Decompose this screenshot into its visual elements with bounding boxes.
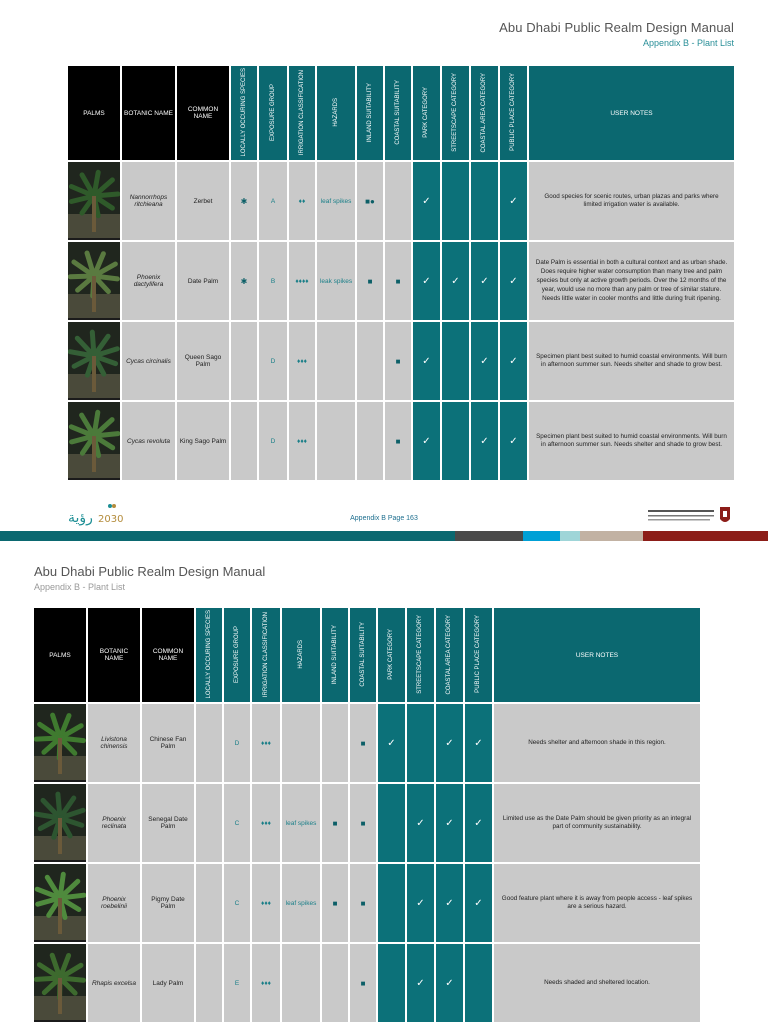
exposure-group-cell: B bbox=[259, 242, 287, 320]
hazards-cell: leaf spikes bbox=[317, 162, 355, 240]
col-header-exposure-bottom: EXPOSURE GROUP bbox=[233, 625, 240, 683]
coastal-suitability-cell bbox=[385, 162, 411, 240]
table-header-row bbox=[68, 66, 734, 160]
col-header-coastal-area-bottom: COASTAL AREA CATEGORY bbox=[446, 614, 453, 694]
streetscape-category-cell: ✓ bbox=[407, 864, 434, 942]
coastal-area-category-cell: ✓ bbox=[436, 704, 463, 782]
locally-occurring-cell bbox=[231, 322, 257, 400]
locally-occurring-cell: ✱ bbox=[231, 162, 257, 240]
coastal-area-category-cell: ✓ bbox=[471, 402, 498, 480]
streetscape-category-cell: ✓ bbox=[407, 944, 434, 1022]
botanic-name: Livistona chinensis bbox=[88, 704, 140, 782]
table-row bbox=[34, 864, 700, 942]
common-name: Zerbet bbox=[177, 162, 229, 240]
inland-suitability-cell: ■ bbox=[357, 242, 383, 320]
public-place-category-cell: ✓ bbox=[500, 402, 527, 480]
hazards-cell: leaf spikes bbox=[282, 864, 320, 942]
page-header-top bbox=[499, 20, 734, 48]
irrigation-cell: ♦♦♦ bbox=[252, 944, 280, 1022]
coastal-suitability-cell: ■ bbox=[385, 402, 411, 480]
coastal-suitability-cell: ■ bbox=[385, 322, 411, 400]
col-header-park-bottom: PARK CATEGORY bbox=[388, 628, 395, 680]
exposure-group-cell: D bbox=[259, 322, 287, 400]
plant-photo bbox=[34, 704, 86, 782]
col-header-local: LOCALLY OCCURING SPECIES bbox=[240, 68, 247, 157]
user-notes-cell: Good feature plant where it is away from people access - leaf spikes are a serious hazard. bbox=[494, 864, 700, 942]
footer-bar-6 bbox=[643, 531, 768, 541]
col-header-public-place: PUBLIC PLACE CATEGORY bbox=[510, 73, 517, 152]
manual-title-bottom: Abu Dhabi Public Realm Design Manual bbox=[34, 564, 266, 579]
plant-photo bbox=[34, 784, 86, 862]
hazards-cell bbox=[282, 704, 320, 782]
col-header-botanic: BOTANIC NAME bbox=[122, 66, 175, 160]
col-header-coastal-bottom: COASTAL SUITABILITY bbox=[359, 621, 366, 687]
irrigation-cell: ♦♦♦ bbox=[252, 784, 280, 862]
common-name: Lady Palm bbox=[142, 944, 194, 1022]
inland-suitability-cell bbox=[357, 402, 383, 480]
table-row bbox=[34, 944, 700, 1022]
botanic-name: Cycas revoluta bbox=[122, 402, 175, 480]
col-header-inland-bottom: INLAND SUITABILITY bbox=[331, 624, 338, 684]
hazards-cell bbox=[317, 322, 355, 400]
streetscape-category-cell bbox=[407, 704, 434, 782]
footer-bar-2 bbox=[455, 531, 523, 541]
plant-table-top bbox=[66, 64, 736, 482]
plant-photo bbox=[68, 322, 120, 400]
public-place-category-cell: ✓ bbox=[465, 864, 492, 942]
user-notes-cell: Good species for scenic routes, urban plazas and parks where limited irrigation water is available. bbox=[529, 162, 734, 240]
user-notes-cell: Needs shaded and sheltered location. bbox=[494, 944, 700, 1022]
table-row bbox=[68, 402, 734, 480]
page-footer bbox=[0, 500, 768, 544]
public-place-category-cell: ✓ bbox=[465, 704, 492, 782]
park-category-cell: ✓ bbox=[413, 162, 440, 240]
coastal-area-category-cell: ✓ bbox=[436, 784, 463, 862]
col-header-local-bottom: LOCALLY OCCURING SPECIES bbox=[205, 610, 212, 699]
plant-photo bbox=[68, 242, 120, 320]
footer-bar-3 bbox=[523, 531, 560, 541]
locally-occurring-cell bbox=[196, 704, 222, 782]
streetscape-category-cell bbox=[442, 322, 469, 400]
streetscape-category-cell: ✓ bbox=[407, 784, 434, 862]
irrigation-cell: ♦♦♦ bbox=[289, 402, 315, 480]
coastal-suitability-cell: ■ bbox=[385, 242, 411, 320]
table-row bbox=[34, 784, 700, 862]
botanic-name: Cycas circinalis bbox=[122, 322, 175, 400]
col-header-inland: INLAND SUITABILITY bbox=[366, 82, 373, 142]
park-category-cell bbox=[378, 944, 405, 1022]
coastal-area-category-cell: ✓ bbox=[471, 322, 498, 400]
col-header-common-bottom: COMMON NAME bbox=[142, 608, 194, 702]
exposure-group-cell: C bbox=[224, 784, 250, 862]
public-place-category-cell: ✓ bbox=[500, 162, 527, 240]
park-category-cell bbox=[378, 784, 405, 862]
user-notes-cell: Specimen plant best suited to humid coastal environments. Will burn in afternoon summer sun. Needs shelter and shade to grow best. bbox=[529, 322, 734, 400]
user-notes-cell: Specimen plant best suited to humid coastal environments. Will burn in afternoon summer sun. Needs shelter and shade to grow best. bbox=[529, 402, 734, 480]
page-number: Appendix B Page 163 bbox=[350, 515, 418, 522]
exposure-group-cell: A bbox=[259, 162, 287, 240]
plant-photo bbox=[34, 944, 86, 1022]
user-notes-cell: Date Palm is essential in both a cultural context and as urban shade. Does require higher water consumption than many tree and palm species but only at active growth periods. Over the 12 months of the year, would use no more than any palm or tree of similar stature. Needs little water in cooler months and little during fruit ripening. bbox=[529, 242, 734, 320]
table-row bbox=[68, 242, 734, 320]
inland-suitability-cell: ■● bbox=[357, 162, 383, 240]
upc-logo bbox=[644, 504, 734, 528]
common-name: King Sago Palm bbox=[177, 402, 229, 480]
public-place-category-cell: ✓ bbox=[500, 242, 527, 320]
table-row bbox=[34, 704, 700, 782]
col-header-streetscape: STREETSCAPE CATEGORY bbox=[452, 72, 459, 152]
hazards-cell bbox=[282, 944, 320, 1022]
col-header-common: COMMON NAME bbox=[177, 66, 229, 160]
common-name: Senegal Date Palm bbox=[142, 784, 194, 862]
footer-bar-5 bbox=[580, 531, 643, 541]
table-header-row-bottom bbox=[34, 608, 700, 702]
locally-occurring-cell bbox=[196, 944, 222, 1022]
hazards-cell: leaf spikes bbox=[282, 784, 320, 862]
plant-photo bbox=[34, 864, 86, 942]
coastal-area-category-cell: ✓ bbox=[471, 242, 498, 320]
exposure-group-cell: D bbox=[224, 704, 250, 782]
coastal-suitability-cell: ■ bbox=[350, 704, 376, 782]
streetscape-category-cell bbox=[442, 162, 469, 240]
table-row bbox=[68, 322, 734, 400]
coastal-suitability-cell: ■ bbox=[350, 784, 376, 862]
locally-occurring-cell bbox=[196, 784, 222, 862]
botanic-name: Phoenix dactylifera bbox=[122, 242, 175, 320]
park-category-cell: ✓ bbox=[413, 402, 440, 480]
common-name: Queen Sago Palm bbox=[177, 322, 229, 400]
inland-suitability-cell bbox=[357, 322, 383, 400]
irrigation-cell: ♦♦♦ bbox=[252, 704, 280, 782]
user-notes-cell: Needs shelter and afternoon shade in this region. bbox=[494, 704, 700, 782]
col-header-park: PARK CATEGORY bbox=[423, 86, 430, 138]
col-header-palms: PALMS bbox=[68, 66, 120, 160]
common-name: Chinese Fan Palm bbox=[142, 704, 194, 782]
irrigation-cell: ♦♦♦ bbox=[289, 322, 315, 400]
botanic-name: Rhapis excelsa bbox=[88, 944, 140, 1022]
col-header-palms-bottom: PALMS bbox=[34, 608, 86, 702]
irrigation-cell: ♦♦♦ bbox=[252, 864, 280, 942]
plant-photo bbox=[68, 162, 120, 240]
public-place-category-cell: ✓ bbox=[500, 322, 527, 400]
park-category-cell bbox=[378, 864, 405, 942]
coastal-area-category-cell: ✓ bbox=[436, 944, 463, 1022]
coastal-suitability-cell: ■ bbox=[350, 944, 376, 1022]
hazards-cell bbox=[317, 402, 355, 480]
col-header-irrigation: IRRIGATION CLASSIFICATION bbox=[298, 69, 305, 155]
common-name: Pigmy Date Palm bbox=[142, 864, 194, 942]
col-header-public-place-bottom: PUBLIC PLACE CATEGORY bbox=[475, 615, 482, 694]
inland-suitability-cell: ■ bbox=[322, 864, 348, 942]
plant-table-bottom bbox=[32, 606, 702, 1024]
user-notes-cell: Limited use as the Date Palm should be given priority as an integral part of community sustainability. bbox=[494, 784, 700, 862]
svg-text:2030: 2030 bbox=[98, 514, 124, 525]
manual-subtitle: Appendix B - Plant List bbox=[642, 38, 734, 48]
col-header-exposure: EXPOSURE GROUP bbox=[269, 83, 276, 141]
col-header-streetscape-bottom: STREETSCAPE CATEGORY bbox=[417, 614, 424, 694]
col-header-coastal: COASTAL SUITABILITY bbox=[394, 79, 401, 145]
plant-photo bbox=[68, 402, 120, 480]
coastal-suitability-cell: ■ bbox=[350, 864, 376, 942]
botanic-name: Nannorrhops ritchieana bbox=[122, 162, 175, 240]
streetscape-category-cell bbox=[442, 402, 469, 480]
col-header-hazards-bottom: HAZARDS bbox=[297, 639, 304, 669]
locally-occurring-cell bbox=[196, 864, 222, 942]
col-header-irrigation-bottom: IRRIGATION CLASSIFICATION bbox=[262, 611, 269, 697]
botanic-name: Phoenix roebelinii bbox=[88, 864, 140, 942]
common-name: Date Palm bbox=[177, 242, 229, 320]
col-header-notes: USER NOTES bbox=[529, 66, 734, 160]
table-row bbox=[68, 162, 734, 240]
inland-suitability-cell bbox=[322, 944, 348, 1022]
exposure-group-cell: E bbox=[224, 944, 250, 1022]
footer-bar-4 bbox=[560, 531, 580, 541]
park-category-cell: ✓ bbox=[413, 242, 440, 320]
manual-title: Abu Dhabi Public Realm Design Manual bbox=[499, 20, 734, 35]
col-header-coastal-area: COASTAL AREA CATEGORY bbox=[481, 72, 488, 152]
exposure-group-cell: C bbox=[224, 864, 250, 942]
col-header-notes-bottom: USER NOTES bbox=[494, 608, 700, 702]
col-header-hazards: HAZARDS bbox=[332, 97, 339, 127]
exposure-group-cell: D bbox=[259, 402, 287, 480]
footer-bar-1 bbox=[0, 531, 455, 541]
svg-text:رؤية: رؤية bbox=[68, 510, 93, 526]
col-header-botanic-bottom: BOTANIC NAME bbox=[88, 608, 140, 702]
locally-occurring-cell: ✱ bbox=[231, 242, 257, 320]
manual-subtitle-bottom: Appendix B - Plant List bbox=[34, 582, 126, 592]
hazards-cell: leak spikes bbox=[317, 242, 355, 320]
page-header-bottom bbox=[34, 564, 265, 592]
coastal-area-category-cell: ✓ bbox=[436, 864, 463, 942]
coastal-area-category-cell bbox=[471, 162, 498, 240]
inland-suitability-cell: ■ bbox=[322, 784, 348, 862]
irrigation-cell: ♦♦♦♦ bbox=[289, 242, 315, 320]
inland-suitability-cell bbox=[322, 704, 348, 782]
irrigation-cell: ♦♦ bbox=[289, 162, 315, 240]
locally-occurring-cell bbox=[231, 402, 257, 480]
park-category-cell: ✓ bbox=[378, 704, 405, 782]
public-place-category-cell: ✓ bbox=[465, 784, 492, 862]
park-category-cell: ✓ bbox=[413, 322, 440, 400]
streetscape-category-cell: ✓ bbox=[442, 242, 469, 320]
botanic-name: Phoenix reclinata bbox=[88, 784, 140, 862]
public-place-category-cell bbox=[465, 944, 492, 1022]
